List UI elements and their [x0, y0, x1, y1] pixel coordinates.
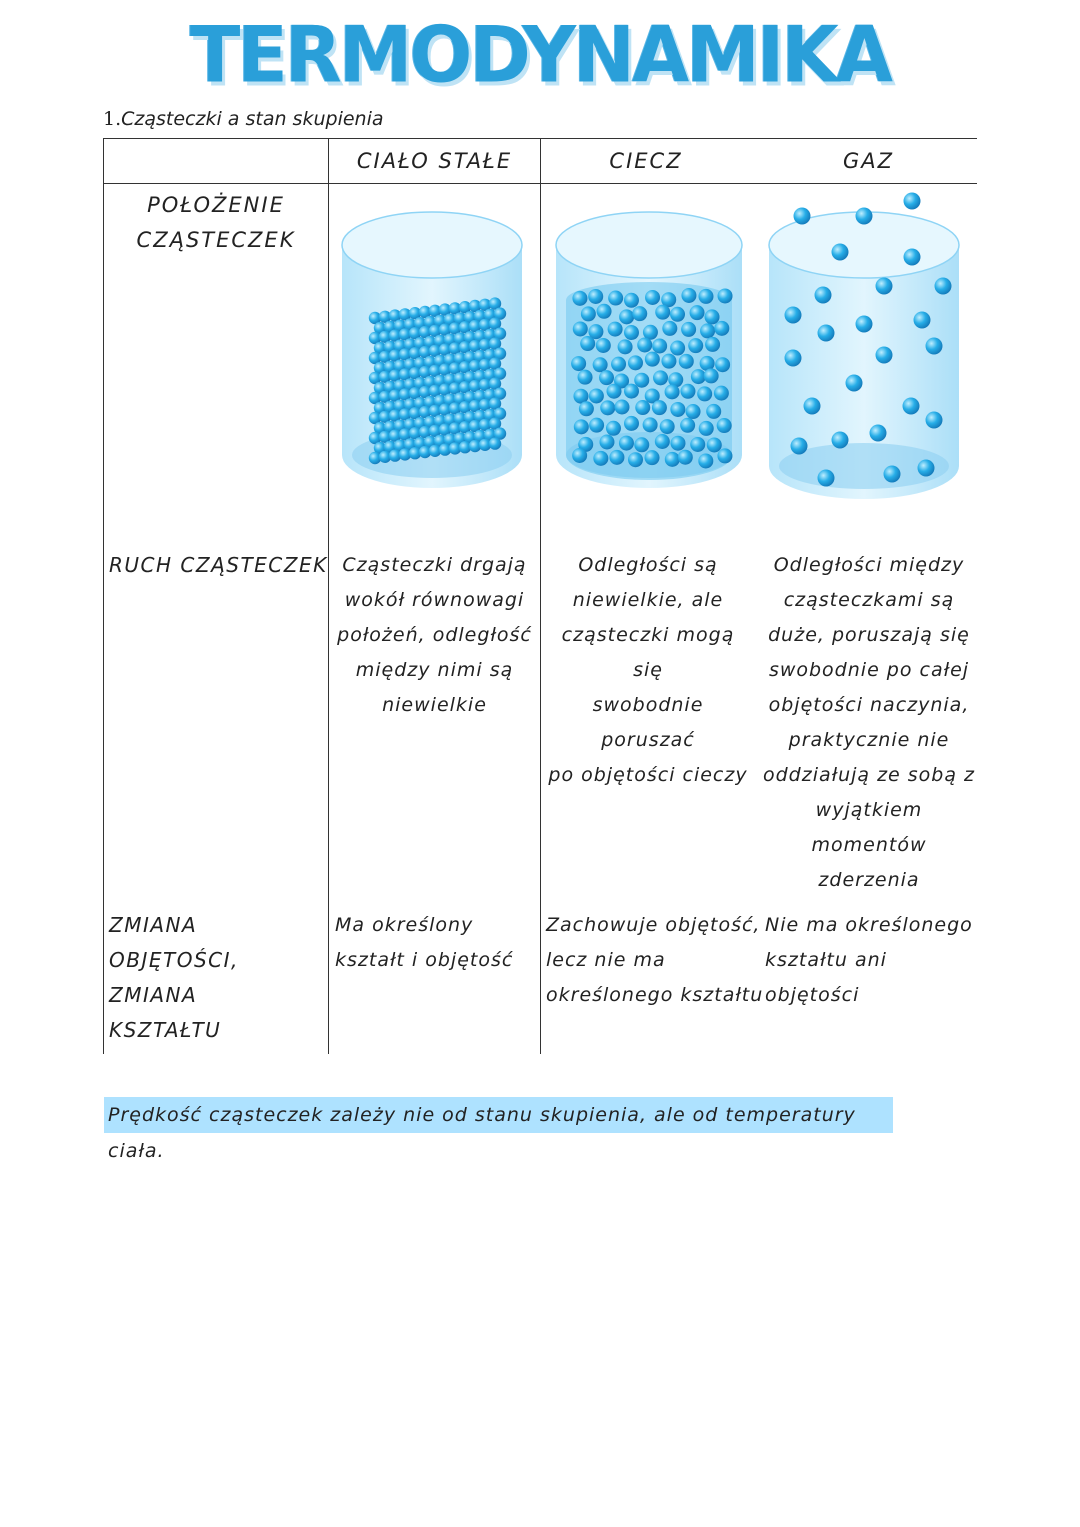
particle [572, 448, 587, 463]
text-line: swobodnie po całej [768, 659, 970, 681]
particle [904, 193, 921, 210]
particle [624, 416, 639, 431]
particle [670, 402, 685, 417]
text-line: Nie ma określonego [765, 914, 973, 936]
liquid-beaker-illustration [552, 200, 747, 500]
particle [589, 388, 604, 403]
particle [791, 438, 808, 455]
particle [686, 404, 701, 419]
particle [608, 322, 623, 337]
gas-beaker-illustration [764, 188, 969, 508]
row-label-volume-shape [109, 908, 239, 1048]
particle [670, 341, 685, 356]
particle [589, 418, 604, 433]
particle [714, 321, 729, 336]
particle [596, 338, 611, 353]
particle [614, 400, 629, 415]
particle [597, 304, 612, 319]
label-line: OBJĘTOŚCI, [109, 948, 239, 972]
solid-motion-text [332, 548, 537, 723]
particle [926, 412, 943, 429]
particle [579, 401, 594, 416]
particle [652, 400, 667, 415]
particle [935, 278, 952, 295]
particle [856, 316, 873, 333]
particle [818, 325, 835, 342]
particle [607, 384, 622, 399]
text-line: położeń, odległość [337, 624, 532, 646]
particle [903, 398, 920, 415]
text-line: Cząsteczki drgają [342, 554, 527, 576]
particle [870, 425, 887, 442]
label-line: KSZTAŁTU [109, 1018, 222, 1042]
particle [645, 352, 660, 367]
particle [619, 436, 634, 451]
particle [815, 287, 832, 304]
particle [690, 437, 705, 452]
particle [681, 322, 696, 337]
particle [697, 386, 712, 401]
particle [593, 451, 608, 466]
particle [904, 249, 921, 266]
particle [662, 321, 677, 336]
particle [876, 347, 893, 364]
particle [704, 368, 719, 383]
particle [581, 306, 596, 321]
particle [600, 400, 615, 415]
particle [652, 338, 667, 353]
particle [714, 386, 729, 401]
text-line: po objętości cieczy [548, 764, 748, 786]
particle [489, 437, 501, 449]
header-solid: CIAŁO STAŁE [356, 149, 513, 173]
text-line: Odległości są [578, 554, 718, 576]
row-label-position [104, 188, 328, 258]
column-divider-2 [540, 138, 541, 1054]
text-line: objętości naczynia, [768, 694, 970, 716]
particle [785, 350, 802, 367]
particle [645, 450, 660, 465]
gas-motion-text [758, 548, 980, 898]
particle [634, 373, 649, 388]
particle [804, 398, 821, 415]
particle [706, 404, 721, 419]
label-line: ZMIANA [109, 913, 198, 937]
text-line: cząsteczkami są [783, 589, 955, 611]
particle [698, 289, 713, 304]
particle [707, 437, 722, 452]
particle [571, 356, 586, 371]
particle [665, 452, 680, 467]
particle [884, 466, 901, 483]
particle [634, 437, 649, 452]
particle [715, 357, 730, 372]
text-line: objętości [765, 984, 860, 1006]
particle [635, 400, 650, 415]
particle [599, 434, 614, 449]
particle [632, 306, 647, 321]
section-title: Cząsteczki a stan skupienia [121, 108, 384, 130]
particle [578, 370, 593, 385]
particle [680, 418, 695, 433]
particle [628, 452, 643, 467]
table-left-border [103, 138, 104, 1054]
particle [846, 375, 863, 392]
particle [573, 321, 588, 336]
particle [606, 421, 621, 436]
particle [918, 460, 935, 477]
text-line: Ma określony [335, 914, 474, 936]
particle [609, 450, 624, 465]
particle [818, 470, 835, 487]
label-line: POŁOŻENIE [147, 193, 285, 217]
particle [611, 357, 626, 372]
particle [628, 355, 643, 370]
solid-beaker-illustration [337, 200, 527, 500]
particle [624, 293, 639, 308]
particle [876, 278, 893, 295]
particle [653, 370, 668, 385]
particle [914, 312, 931, 329]
particle [785, 307, 802, 324]
text-line: wyjątkiem [815, 799, 923, 821]
particle [624, 325, 639, 340]
text-line: Zachowuje objętość, [546, 914, 761, 936]
text-line: kształt i objętość [335, 949, 514, 971]
text-line: Odległości między [773, 554, 965, 576]
particle [665, 384, 680, 399]
particle [660, 419, 675, 434]
particle [655, 305, 670, 320]
particle [698, 453, 713, 468]
solid-volume-text [335, 908, 513, 978]
particle [718, 288, 733, 303]
particle [580, 336, 595, 351]
text-line: niewielkie [382, 694, 487, 716]
text-line: duże, poruszają się [768, 624, 970, 646]
particle [856, 208, 873, 225]
particle [705, 309, 720, 324]
label-line: ZMIANA [109, 983, 198, 1007]
row-label-motion: RUCH CZĄSTECZEK [109, 553, 328, 577]
particle [688, 338, 703, 353]
particle [574, 419, 589, 434]
particle [645, 290, 660, 305]
particle [794, 208, 811, 225]
text-line: niewielkie, ale [572, 589, 724, 611]
particle [832, 432, 849, 449]
text-line: lecz nie ma [546, 949, 666, 971]
text-line: kształtu ani [765, 949, 887, 971]
text-line: oddziałują ze sobą z [762, 764, 976, 786]
text-line: wokół równowagi [344, 589, 525, 611]
particle [700, 323, 715, 338]
text-line: zderzenia [818, 869, 920, 891]
text-line: cząsteczki mogą się [561, 624, 735, 681]
text-line: praktycznie nie [788, 729, 950, 751]
particle [588, 289, 603, 304]
highlighted-note: Prędkość cząsteczek zależy nie od stanu skupienia, ale od temperatury ciała. [104, 1097, 893, 1133]
text-line: swobodnie poruszać [592, 694, 704, 751]
particle [717, 418, 732, 433]
particle [926, 338, 943, 355]
particle [678, 450, 693, 465]
particle [608, 291, 623, 306]
particle [661, 354, 676, 369]
particle [572, 291, 587, 306]
section-heading [103, 108, 384, 130]
liquid-motion-text [544, 548, 752, 793]
particle [593, 357, 608, 372]
text-line: określonego kształtu [546, 984, 764, 1006]
particle [680, 384, 695, 399]
particle [618, 339, 633, 354]
particle [717, 448, 732, 463]
column-divider-1 [328, 138, 329, 1054]
particle [655, 434, 670, 449]
particle [690, 305, 705, 320]
particle [691, 369, 706, 384]
particle [637, 337, 652, 352]
text-line: między nimi są [355, 659, 514, 681]
header-gas: GAZ [842, 149, 895, 173]
label-line: CZĄSTECZEK [136, 228, 296, 252]
section-number: 1. [103, 108, 122, 130]
liquid-volume-text [546, 908, 763, 1013]
particle [624, 384, 639, 399]
particle [832, 244, 849, 261]
particle [699, 421, 714, 436]
particle [679, 354, 694, 369]
text-line: momentów [811, 834, 927, 856]
particle [599, 370, 614, 385]
particle [705, 337, 720, 352]
particle [670, 307, 685, 322]
page-title: TERMODYNAMIKA [189, 9, 891, 101]
particle [643, 417, 658, 432]
particle [619, 309, 634, 324]
header-liquid: CIECZ [609, 149, 683, 173]
particle [670, 436, 685, 451]
particle [681, 288, 696, 303]
gas-volume-text [765, 908, 973, 1013]
